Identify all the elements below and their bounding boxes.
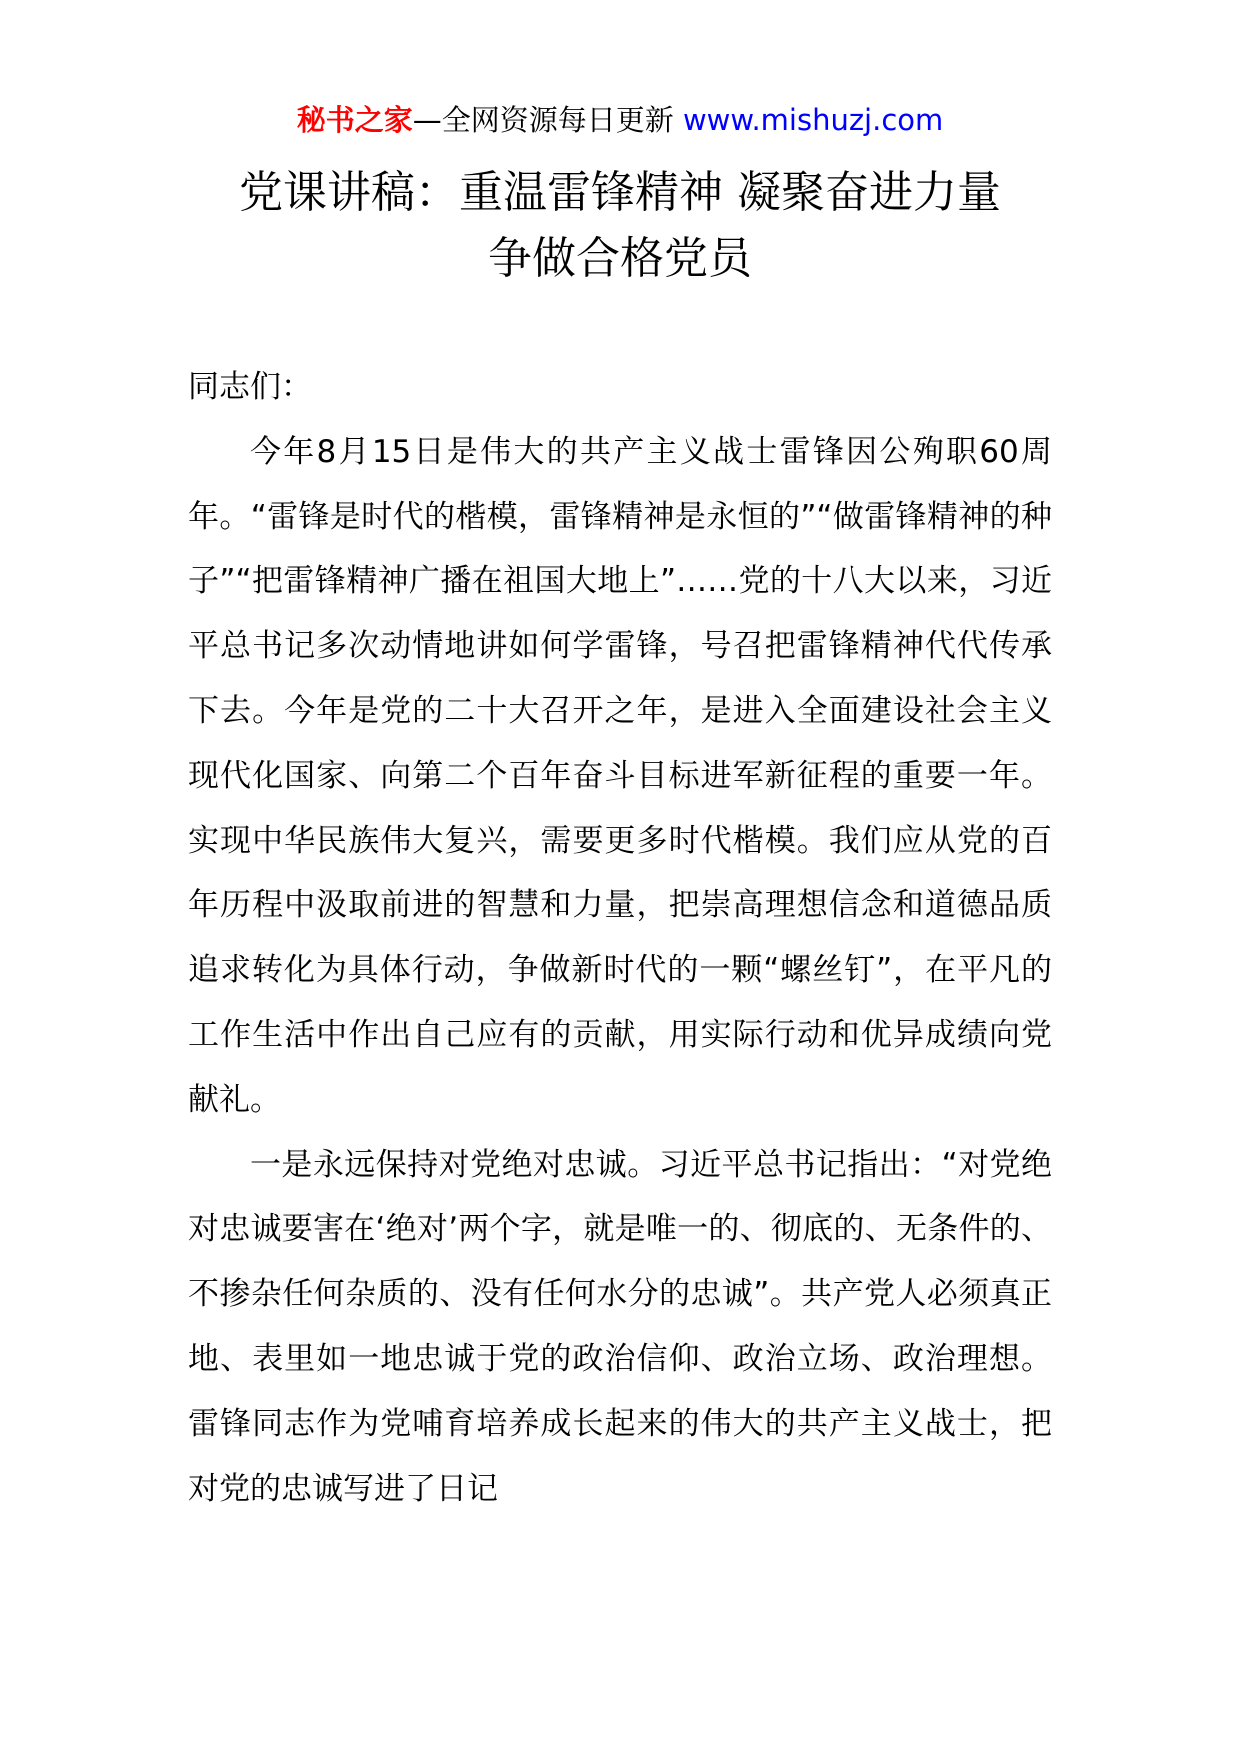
paragraph-2: 一是永远保持对党绝对忠诚。习近平总书记指出：“对党绝对忠诚要害在‘绝对’两个字，就是唯一的、彻底的、无条件的、不掺杂任何杂质的、没有任何水分的忠诚”。共产党人必须真正地、表里如一地忠诚于党的政治信仰、政治立场、政治理想。雷锋同志作为党哺育培养成长起来的伟大的共产主义战士，把对党的忠诚写进了日记 — [188, 1146, 1052, 1507]
title-line-1: 党课讲稿：重温雷锋精神 凝聚奋进力量 — [239, 167, 1001, 218]
salutation: 同志们： — [188, 369, 312, 405]
title-line-2: 争做合格党员 — [488, 233, 752, 284]
paragraph-1: 今年8月15日是伟大的共产主义战士雷锋因公殉职60周年。“雷锋是时代的楷模，雷锋精神是永恒的”“做雷锋精神的种子”“把雷锋精神广播在祖国大地上”……党的十八大以来，习近平总书记多次动情地讲如何学雷锋，号召把雷锋精神代代传承下去。今年是党的二十大召开之年，是进入全面建设社会主义现代化国家、向第二个百年奋斗目标进军新征程的重要一年。实现中华民族伟大复兴，需要更多时代楷模。我们应从党的百年历程中汲取前进的智慧和力量，把崇高理想信念和道德品质追求转化为具体行动，争做新时代的一颗“螺丝钉”，在平凡的工作生活中作出自己应有的贡献，用实际行动和优异成绩向党献礼。 — [188, 433, 1052, 1118]
document-body — [188, 355, 1052, 1521]
site-tagline: —全网资源每日更新 — [412, 103, 674, 137]
site-brand: 秘书之家 — [296, 103, 413, 137]
site-header — [0, 100, 1240, 140]
site-url-link[interactable]: www.mishuzj.com — [682, 103, 944, 137]
document-title — [0, 160, 1240, 292]
